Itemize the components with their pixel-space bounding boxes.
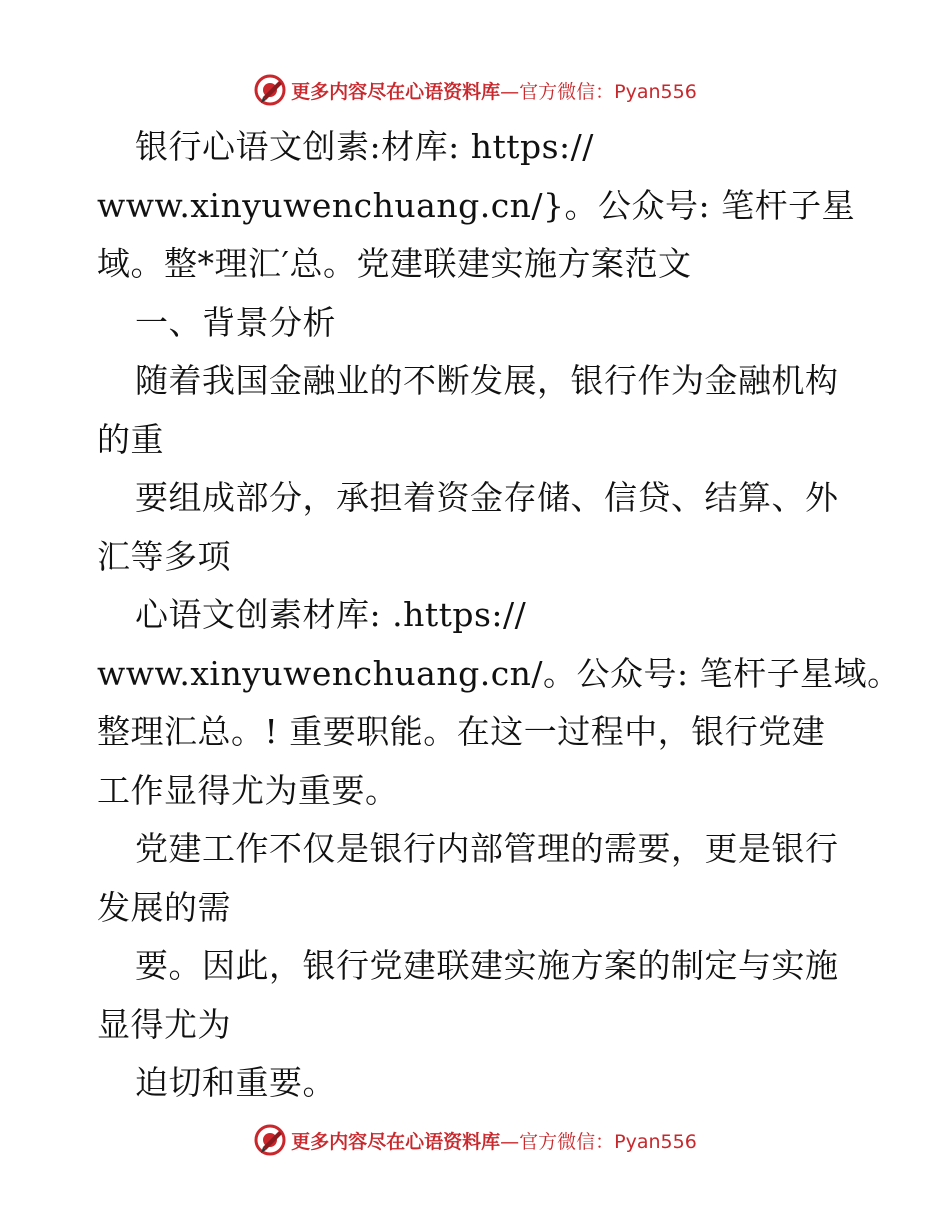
text-line: 党建工作不仅是银行内部管理的需要，更是银行 — [135, 829, 839, 868]
section-heading: 一、背景分析 — [135, 302, 336, 342]
banner-main-text: 更多内容尽在心语资料库 — [291, 80, 501, 103]
text-line: 整理汇总。! 重要职能。在这一过程中，银行党建 — [97, 712, 826, 751]
text-line: 汇等多项 — [97, 536, 231, 576]
text-line: 心语文创素材库: .https:// — [135, 595, 527, 634]
text-line: 的重 — [97, 419, 164, 459]
text-line: www.xinyuwenchuang.cn/}。公众号: 笔杆子星 — [97, 185, 856, 225]
pen-logo-icon — [253, 1123, 287, 1157]
text-line: www.xinyuwenchuang.cn/。公众号: 笔杆子星域。 — [97, 653, 901, 693]
document-body — [97, 118, 901, 1113]
text-line: 发展的需 — [97, 887, 231, 927]
footer-banner — [0, 1120, 950, 1160]
pen-logo-icon — [253, 73, 287, 107]
text-line: 要组成部分，承担着资金存储、信贷、结算、外 — [135, 478, 839, 517]
text-line: 随着我国金融业的不断发展，银行作为金融机构 — [135, 361, 839, 400]
text-line: 显得尤为 — [97, 1004, 231, 1044]
banner-main-text: 更多内容尽在心语资料库 — [291, 1130, 501, 1153]
header-banner — [0, 70, 950, 110]
banner-wechat-text: —官方微信：Pyan556 — [500, 1130, 697, 1153]
text-line: 要。因此，银行党建联建实施方案的制定与实施 — [135, 946, 839, 985]
text-line: 银行心语文创素:材库: https:// — [135, 127, 594, 166]
text-line: 工作显得尤为重要。 — [97, 770, 399, 810]
text-line: 迫切和重要。 — [135, 1063, 336, 1102]
text-line: 域。整*理汇′总。党建联建实施方案范文 — [97, 244, 692, 283]
banner-wechat-text: —官方微信：Pyan556 — [500, 80, 697, 103]
